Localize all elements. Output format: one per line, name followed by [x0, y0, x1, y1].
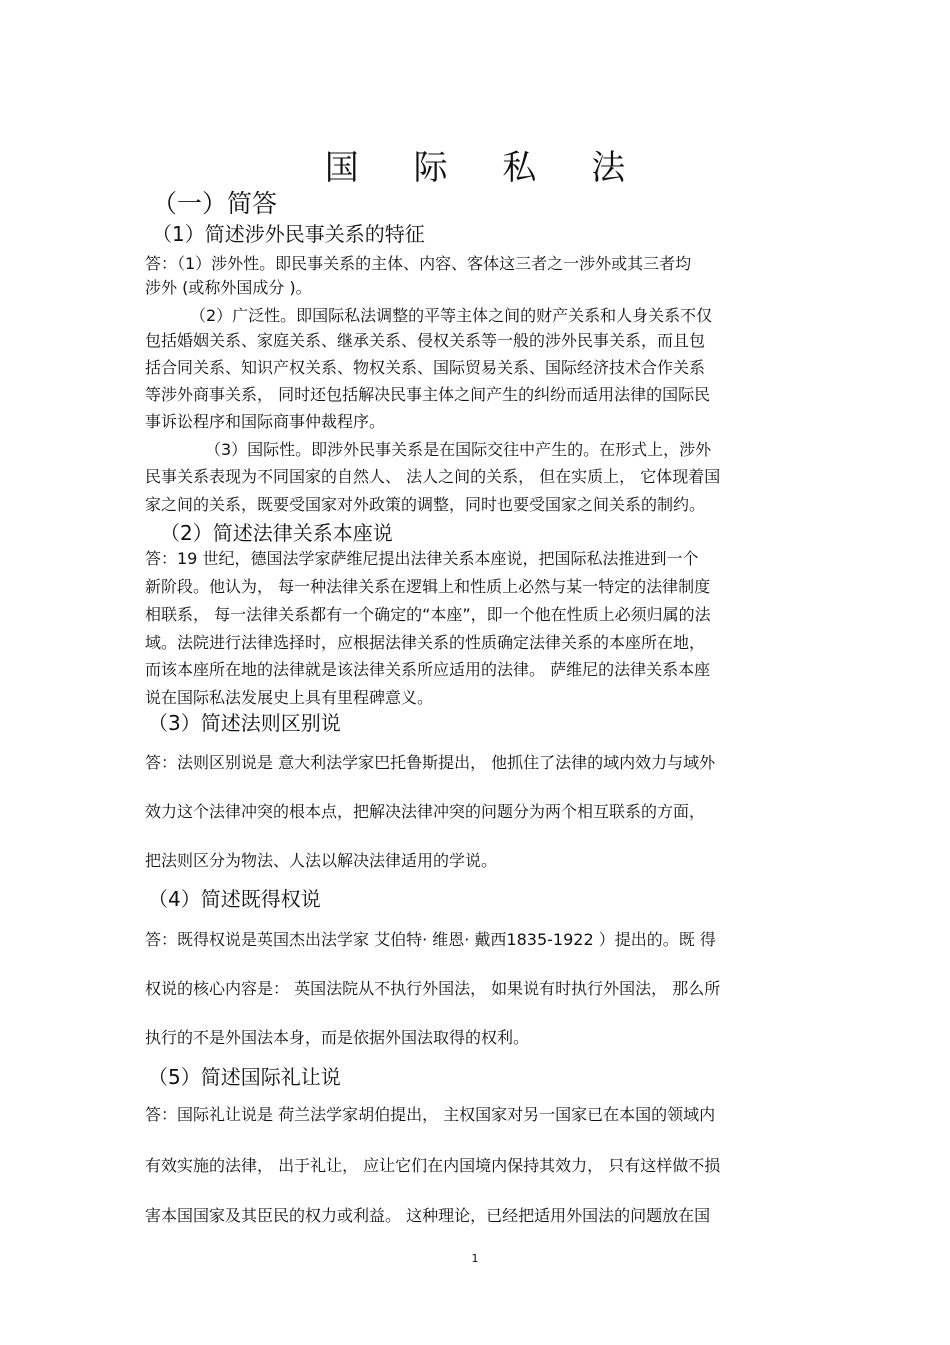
q1-line-6: 等涉外商事关系， 同时还包括解决民事主体之间产生的纠纷而适用法律的国际民 — [145, 385, 711, 404]
q5-line-3: 害本国国家及其臣民的权力或利益。 这种理论，已经把适用外国法的问题放在国 — [145, 1206, 711, 1225]
q4-line-3: 执行的不是外国法本身，而是依据外国法取得的权利。 — [145, 1028, 530, 1047]
page-title: 国 际 私 法 — [324, 148, 648, 188]
q5-line-2: 有效实施的法律， 出于礼让， 应让它们在内国境内保持其效力， 只有这样做不损 — [145, 1156, 721, 1175]
question-4-heading: （4）简述既得权说 — [148, 887, 321, 911]
q2-line-2: 新阶段。他认为， 每一种法律关系在逻辑上和性质上必然与某一特定的法律制度 — [145, 577, 711, 596]
q1-line-4: 包括婚姻关系、家庭关系、继承关系、侵权关系等一般的涉外民事关系，而且包 — [145, 331, 706, 350]
q5-line-1: 答：国际礼让说是 荷兰法学家胡伯提出， 主权国家对另一国家已在本国的领域内 — [145, 1105, 716, 1124]
q4-line-2: 权说的核心内容是： 英国法院从不执行外国法， 如果说有时执行外国法， 那么所 — [145, 979, 721, 998]
page-number: 1 — [471, 1252, 479, 1265]
question-1-heading: （1）简述涉外民事关系的特征 — [152, 222, 425, 246]
q1-line-1: 答：（1）涉外性。即民事关系的主体、内容、客体这三者之一涉外或其三者均 — [145, 254, 692, 273]
q3-line-1: 答：法则区别说是 意大利法学家巴托鲁斯提出， 他抓住了法律的域内效力与域外 — [145, 753, 716, 772]
q1-line-9: 民事关系表现为不同国家的自然人、 法人之间的关系， 但在实质上， 它体现着国 — [145, 467, 721, 486]
q1-line-7: 事诉讼程序和国际商事仲裁程序。 — [145, 412, 386, 431]
q4-line-1: 答：既得权说是英国杰出法学家 艾伯特· 维恩· 戴西1835-1922 ）提出的。既 得 — [145, 930, 716, 949]
q2-line-6: 说在国际私法发展史上具有里程碑意义。 — [145, 688, 434, 707]
q1-line-2: 涉外 (或称外国成分 )。 — [145, 278, 312, 297]
q3-line-2: 效力这个法律冲突的根本点，把解决法律冲突的问题分为两个相互联系的方面， — [145, 802, 706, 821]
q1-line-8: （3）国际性。即涉外民事关系是在国际交往中产生的。在形式上，涉外 — [205, 440, 712, 459]
q1-line-3: （2）广泛性。即国际私法调整的平等主体之间的财产关系和人身关系不仅 — [190, 306, 713, 325]
q2-line-4: 域。法院进行法律选择时，应根据法律关系的性质确定法律关系的本座所在地， — [145, 633, 706, 652]
q1-line-5: 括合同关系、知识产权关系、物权关系、国际贸易关系、国际经济技术合作关系 — [145, 358, 706, 377]
q2-line-5: 而该本座所在地的法律就是该法律关系所应适用的法律。 萨维尼的法律关系本座 — [145, 660, 711, 679]
question-3-heading: （3）简述法则区别说 — [148, 711, 341, 735]
q1-line-10: 家之间的关系，既要受国家对外政策的调整，同时也要受国家之间关系的制约。 — [145, 495, 706, 514]
question-2-heading: （2）简述法律关系本座说 — [160, 521, 393, 545]
q2-line-3: 相联系， 每一法律关系都有一个确定的“本座”，即一个他在性质上必须归属的法 — [145, 605, 711, 624]
question-5-heading: （5）简述国际礼让说 — [148, 1065, 341, 1089]
q2-line-1: 答：19 世纪，德国法学家萨维尼提出法律关系本座说，把国际私法推进到一个 — [145, 549, 699, 568]
section-heading: （一）简答 — [152, 189, 278, 218]
q3-line-3: 把法则区分为物法、人法以解决法律适用的学说。 — [145, 851, 498, 870]
